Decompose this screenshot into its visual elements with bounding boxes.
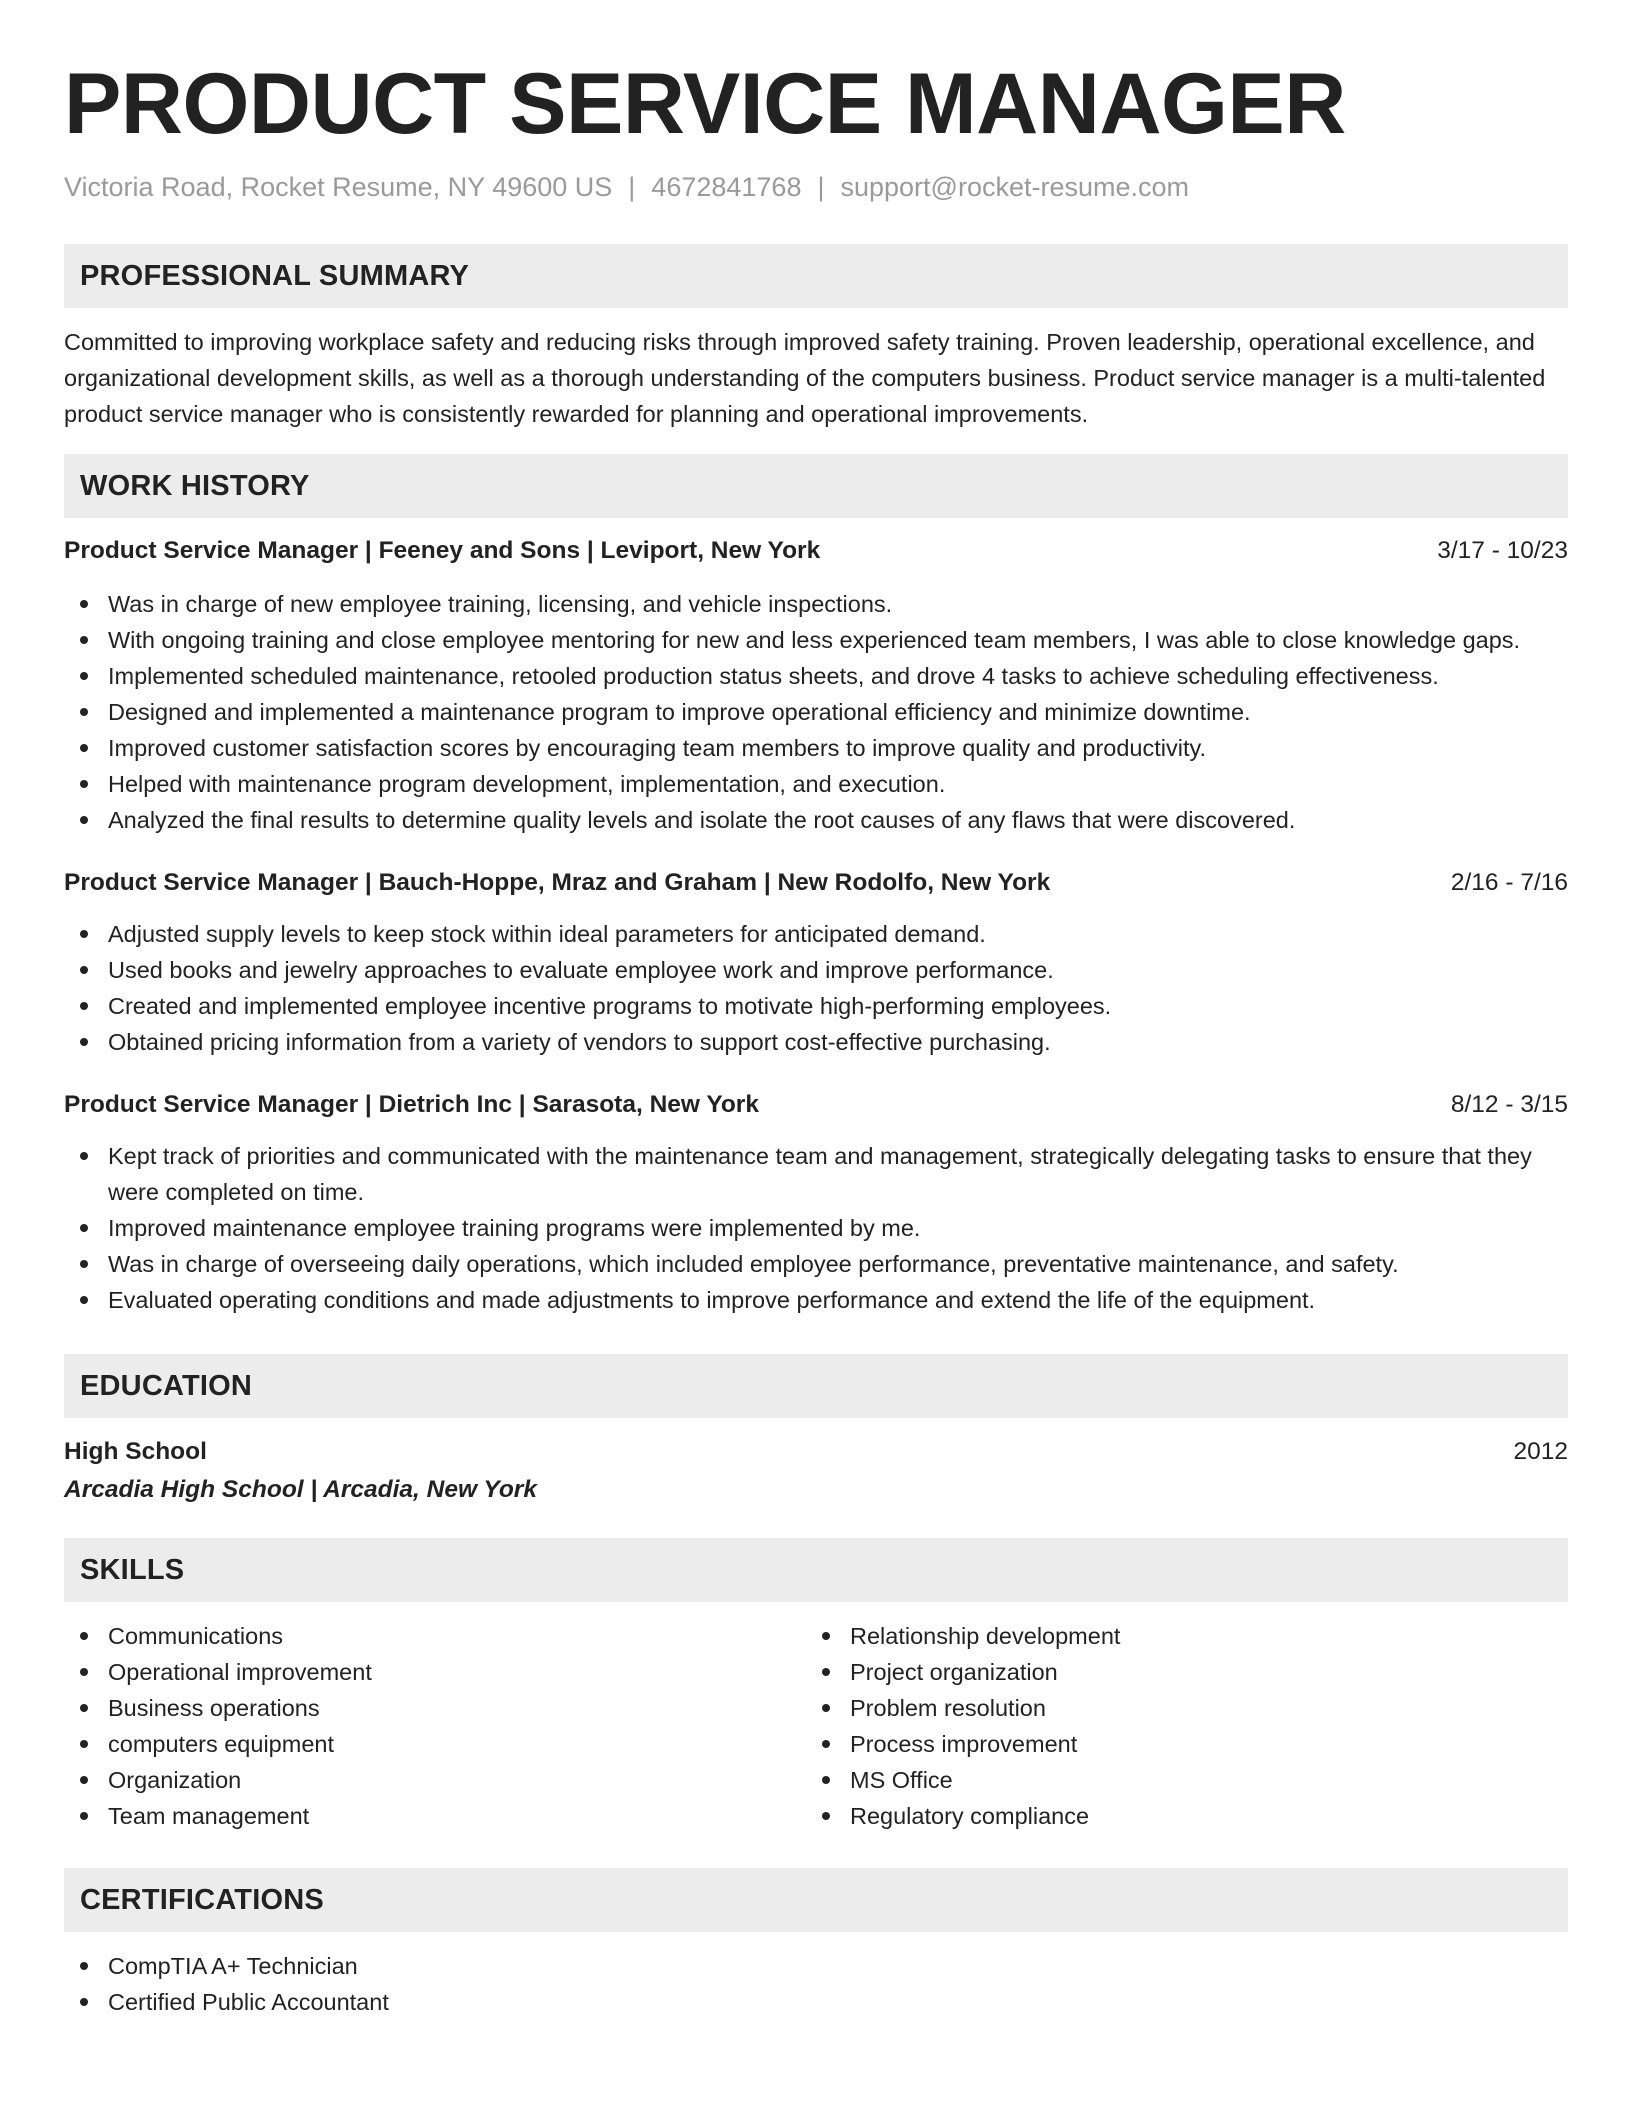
job-header [64,1088,1568,1122]
skill-item: Organization [64,1762,806,1798]
job-bullet: Analyzed the final results to determine quality levels and isolate the root causes of any flaws that were discovered. [64,802,1568,838]
section-heading-summary: PROFESSIONAL SUMMARY [64,244,1568,308]
education-school: Arcadia High School | Arcadia, New York [64,1476,537,1503]
skill-item: Communications [64,1618,806,1654]
section-heading-certifications: CERTIFICATIONS [64,1868,1568,1932]
education-degree: High School [64,1438,207,1465]
job-bullet: Evaluated operating conditions and made adjustments to improve performance and extend the life of the equipment. [64,1282,1568,1318]
resume-title: PRODUCT SERVICE MANAGER [64,56,1346,152]
certifications-list [64,1948,1568,2020]
certification-item: Certified Public Accountant [64,1984,1568,2020]
job-entry [64,866,1568,1060]
job-title: Product Service Manager | Dietrich Inc | Sarasota, New York [64,1091,759,1118]
skill-item: Relationship development [806,1618,1548,1654]
education-entry [64,1434,1568,1508]
job-bullet: Implemented scheduled maintenance, retooled production status sheets, and drove 4 tasks to achieve scheduling effectiveness. [64,658,1568,694]
certification-item: CompTIA A+ Technician [64,1948,1568,1984]
job-bullet: Created and implemented employee incentive programs to motivate high-performing employees. [64,988,1568,1024]
job-dates: 2/16 - 7/16 [1450,869,1568,896]
contact-address: Victoria Road, Rocket Resume, NY 49600 US [64,172,613,202]
job-entry [64,534,1568,838]
skill-item: Project organization [806,1654,1548,1690]
job-bullet: Improved customer satisfaction scores by encouraging team members to improve quality and productivity. [64,730,1568,766]
job-bullet: With ongoing training and close employee mentoring for new and less experienced team members, I was able to close knowledge gaps. [64,622,1568,658]
skills-column-right [806,1618,1548,1834]
section-heading-education: EDUCATION [64,1354,1568,1418]
skill-item: Process improvement [806,1726,1548,1762]
job-bullets [64,916,1568,1060]
summary-text: Committed to improving workplace safety and reducing risks through improved safety training. Proven leadership, operational excellence, and organizational development skills, as well as a thorough understanding of the computers business. Product service manager is a multi-talented product service manager who is consistently rewarded for planning and operational improvements. [64,329,1546,427]
skills-grid [64,1618,1568,1834]
job-bullet: Kept track of priorities and communicated with the maintenance team and management, strategically delegating tasks to ensure that they were completed on time. [64,1138,1568,1210]
job-bullet: Was in charge of new employee training, licensing, and vehicle inspections. [64,586,1568,622]
skills-column-left [64,1618,806,1834]
job-bullet: Was in charge of overseeing daily operations, which included employee performance, preventative maintenance, and safety. [64,1246,1568,1282]
contact-separator: | [817,172,825,202]
job-entry [64,1088,1568,1318]
skill-item: Problem resolution [806,1690,1548,1726]
section-heading-work-history: WORK HISTORY [64,454,1568,518]
job-dates: 8/12 - 3/15 [1450,1091,1568,1118]
job-header [64,534,1568,568]
section-heading-skills: SKILLS [64,1538,1568,1602]
skill-item: Operational improvement [64,1654,806,1690]
job-dates: 3/17 - 10/23 [1437,537,1568,564]
skill-item: computers equipment [64,1726,806,1762]
skill-item: Team management [64,1798,806,1834]
job-bullet: Designed and implemented a maintenance program to improve operational efficiency and minimize downtime. [64,694,1568,730]
job-title: Product Service Manager | Feeney and Sons | Leviport, New York [64,537,821,564]
job-bullet: Obtained pricing information from a variety of vendors to support cost-effective purchasing. [64,1024,1568,1060]
contact-line [64,170,1568,204]
job-bullet: Used books and jewelry approaches to evaluate employee work and improve performance. [64,952,1568,988]
job-header [64,866,1568,900]
resume-page [64,0,1568,2020]
education-year: 2012 [1513,1438,1568,1465]
job-bullet: Adjusted supply levels to keep stock within ideal parameters for anticipated demand. [64,916,1568,952]
skill-item: Regulatory compliance [806,1798,1548,1834]
job-bullet: Improved maintenance employee training programs were implemented by me. [64,1210,1568,1246]
job-bullet: Helped with maintenance program development, implementation, and execution. [64,766,1568,802]
job-bullets [64,586,1568,838]
job-title: Product Service Manager | Bauch-Hoppe, Mraz and Graham | New Rodolfo, New York [64,869,1051,896]
job-bullets [64,1138,1568,1318]
contact-phone: 4672841768 [651,172,802,202]
contact-email: support@rocket-resume.com [840,172,1190,202]
skill-item: Business operations [64,1690,806,1726]
skill-item: MS Office [806,1762,1548,1798]
contact-separator: | [628,172,636,202]
education-header [64,1434,1568,1470]
